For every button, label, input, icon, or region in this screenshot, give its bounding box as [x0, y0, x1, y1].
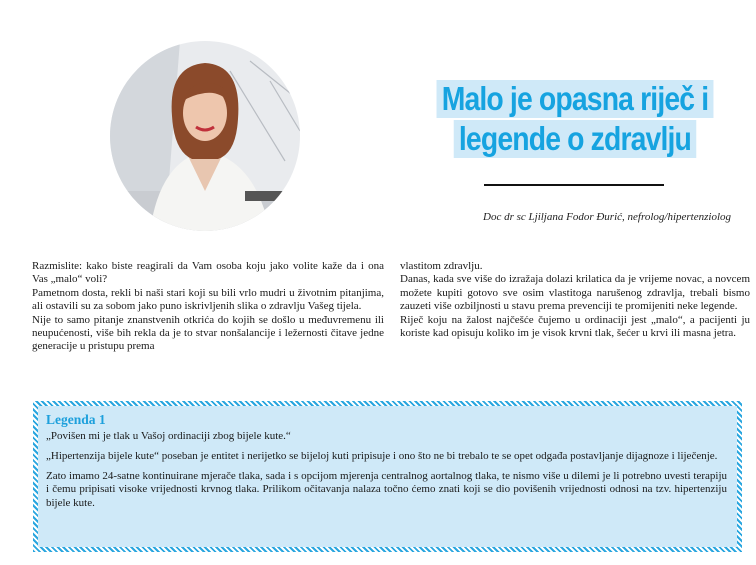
body-column-right — [400, 260, 750, 340]
portrait-photo — [110, 41, 300, 231]
paragraph: Razmislite: kako biste reagirali da Vam osoba koju jako volite kaže da i ona Vas „malo“ voli? — [32, 260, 384, 286]
article-title — [405, 80, 745, 160]
legend-paragraph: „Hipertenzija bijele kute“ poseban je entitet i nerijetko se bijeloj kuti pripisuje i ono što ne bi trebalo te se opet odgađa postavljanje dijagnoze i liječenje. — [46, 449, 718, 462]
legend-paragraph: „Povišen mi je tlak u Vašoj ordinaciji zbog bijele kute.“ — [46, 430, 291, 442]
title-divider — [484, 184, 664, 186]
paragraph: vlastitom zdravlju. — [400, 260, 483, 272]
legend-title: Legenda 1 — [46, 412, 106, 427]
legend-box — [33, 401, 742, 552]
title-line-1: Malo je opasna riječ i — [437, 80, 714, 118]
title-line-2: legende o zdravlju — [454, 120, 696, 158]
paragraph: Pametnom dosta, rekli bi naši stari koji su bili vrlo mudri u životnim pitanjima, ali ostavili su za sobom jako puno iskrivljenih slika o zdravlju Vašeg tijela. — [32, 286, 384, 313]
author-byline: Doc dr sc Ljiljana Fodor Đurić, nefrolog/hipertenziolog — [483, 211, 731, 223]
legend-paragraph: Zato imamo 24-satne kontinuirane mjerače tlaka, sada i s opcijom mjerenja centralnog aortalnog tlaka, te nismo više u dilemi je li potrebno uvesti terapiju i čemu pripisati visoke vrijednosti krvnog tlaka. Prilikom očitavanja nalaza točno ćemo znati koji se dio povišenih vrijednosti odnosi na tzv. hipertenziju bijele kute. — [46, 469, 727, 510]
paragraph: Nije to samo pitanje znanstvenih otkrića do kojih se došlo u međuvremenu ili neupućenosti, više bih rekla da je to stvar nonšalancije i ležernosti čitave jedne generacije u pristupu prema — [32, 313, 384, 353]
body-column-left — [32, 260, 384, 354]
paragraph: Riječ koju na žalost najčešće čujemo u ordinaciji jest „malo“, a pacijenti ju koriste kad opisuju koliko im je visok krvni tlak, šećer u krvi ili masna jetra. — [400, 313, 750, 340]
paragraph: Danas, kada sve više do izražaja dolazi krilatica da je vrijeme novac, a novcem možete kupiti gotovo sve osim vlastitoga narušenog zdravlja, trebali bismo zauzeti više ozbiljnosti u stavu prema prevenciji te promijeniti neke legende. — [400, 273, 750, 313]
author-portrait — [110, 41, 300, 231]
